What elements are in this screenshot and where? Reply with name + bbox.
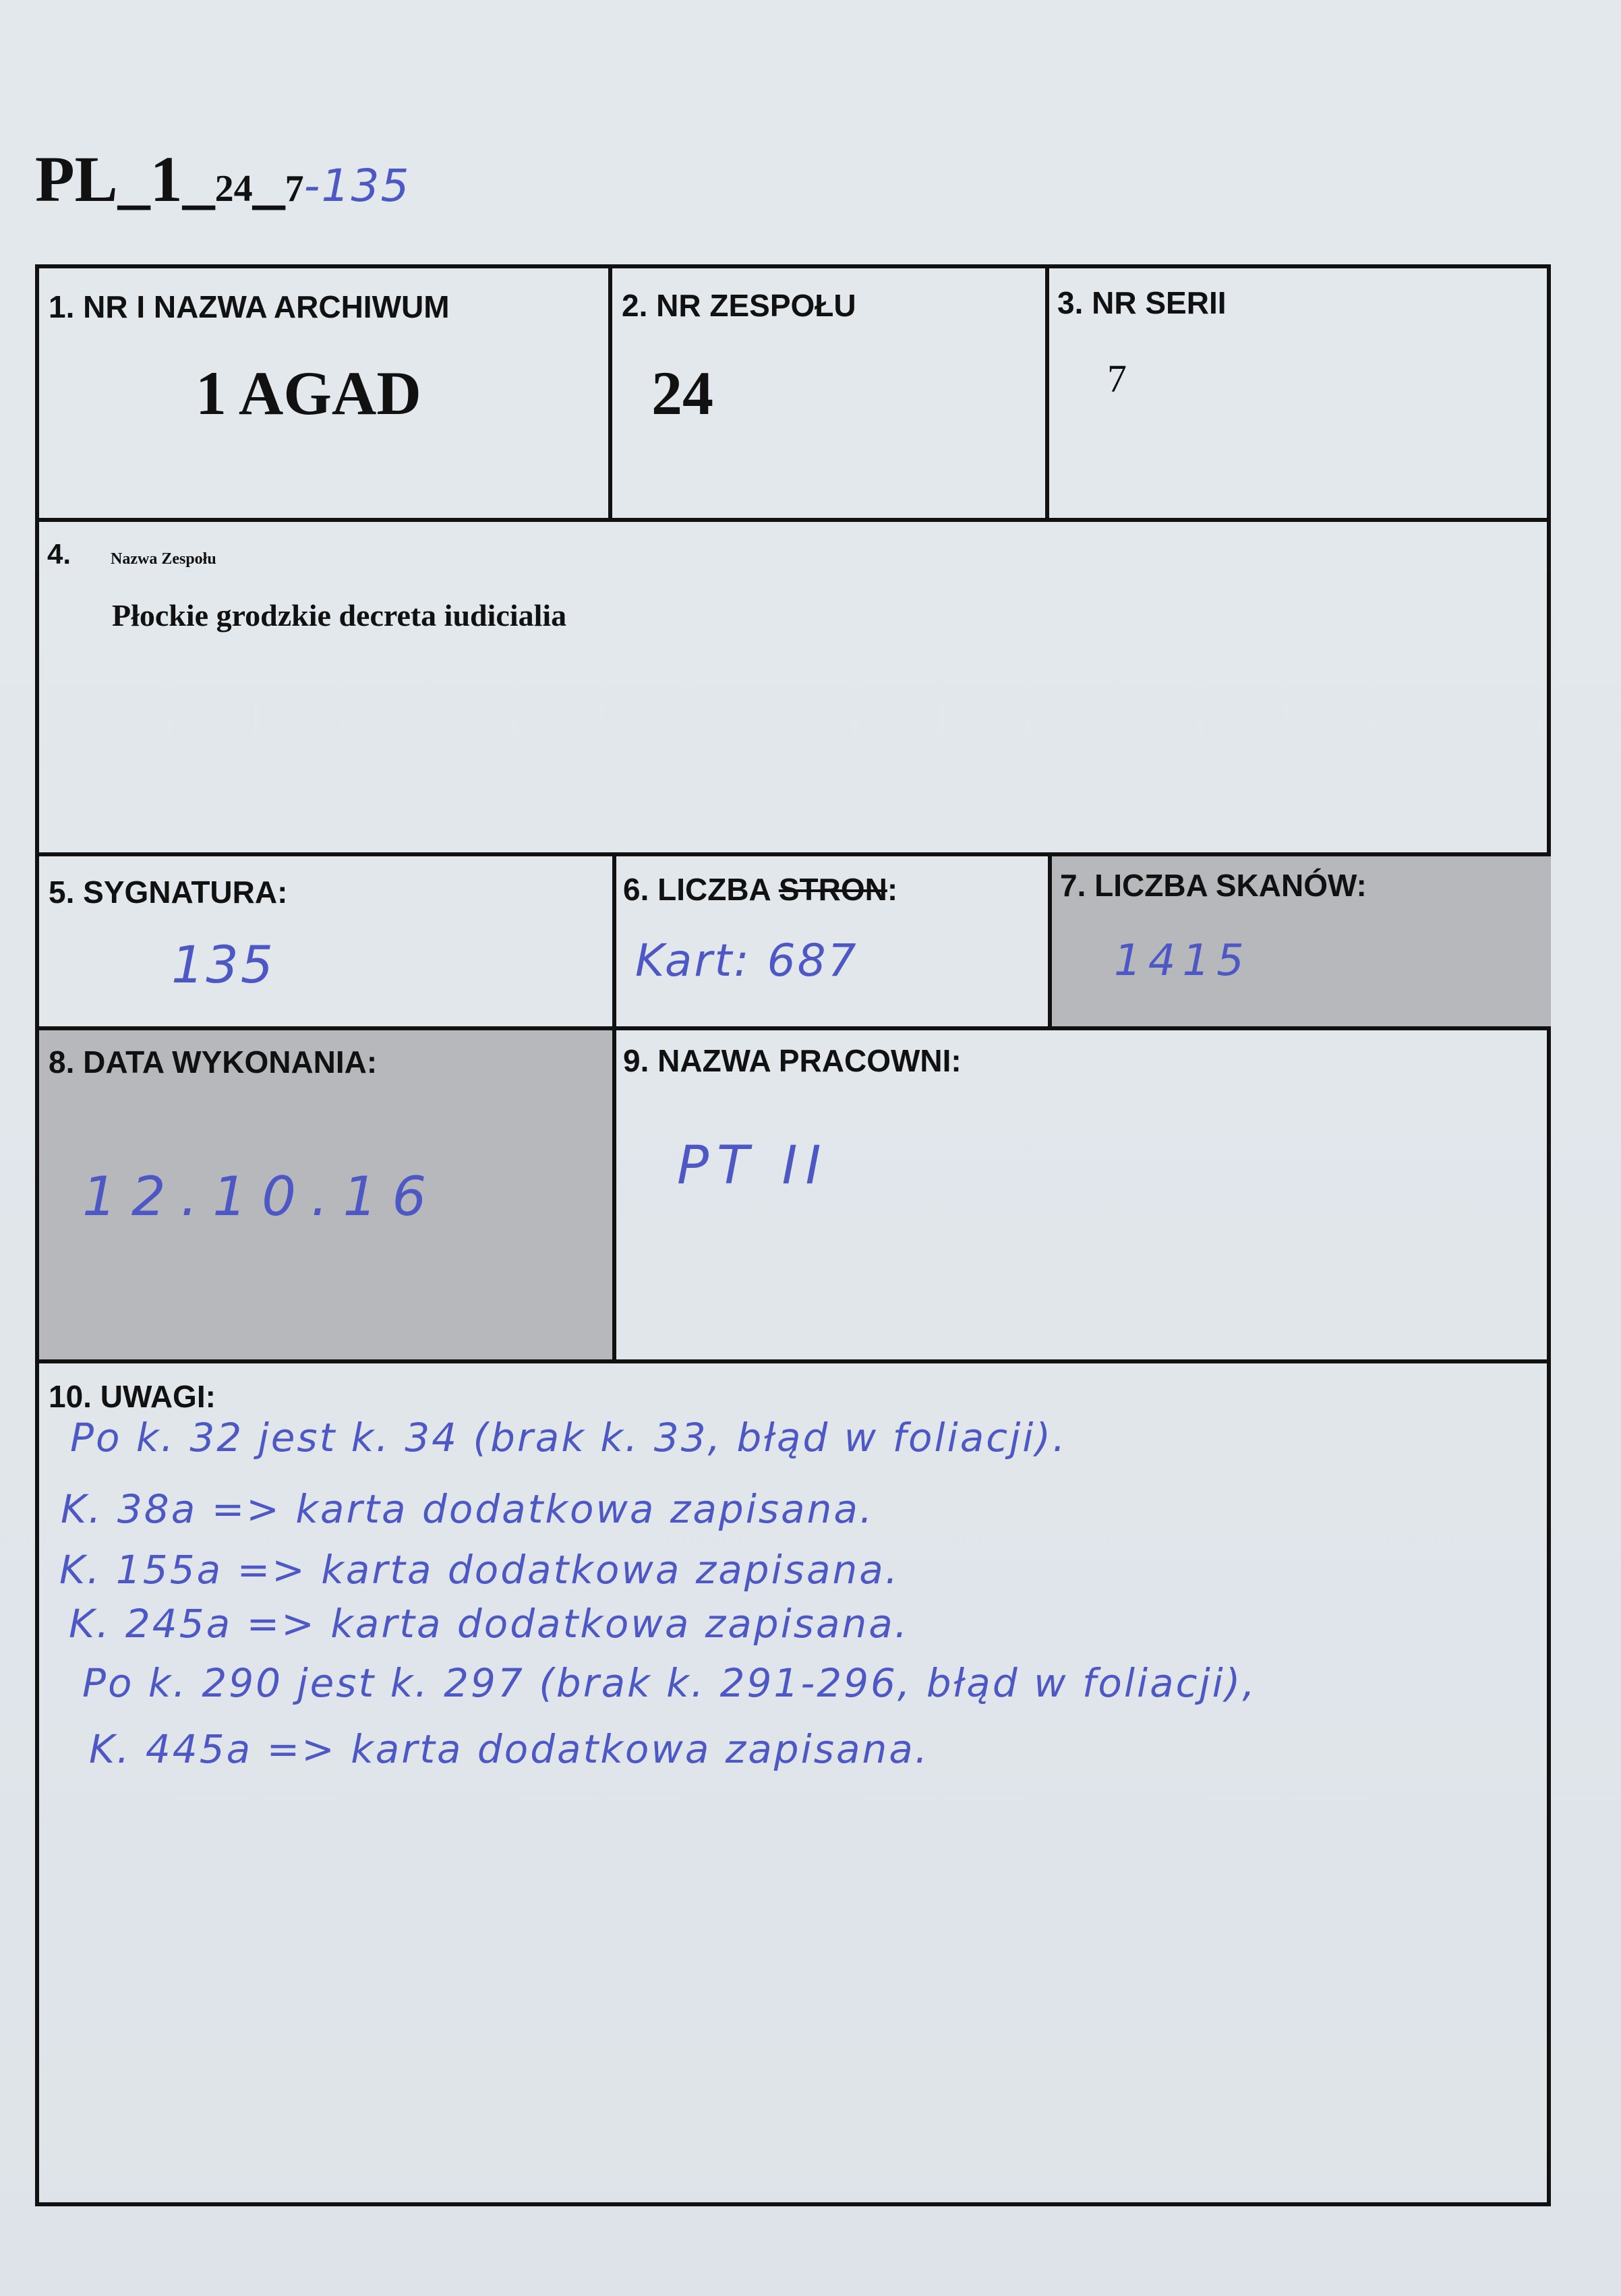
box7-label: 7. LICZBA SKANÓW:	[1060, 868, 1367, 903]
header-handwritten-signature-number: -135	[303, 160, 411, 212]
col-divider-row1-a	[608, 268, 612, 518]
box9-label: 9. NAZWA PRACOWNI:	[623, 1043, 962, 1078]
col-divider-row1-b	[1045, 268, 1049, 518]
box8-label: 8. DATA WYKONANIA:	[49, 1044, 378, 1080]
header-fond: 24	[214, 168, 253, 210]
note-line: K. 155a => karta dodatkowa zapisana.	[59, 1547, 900, 1593]
box7-scan-count-value: 1415	[1114, 936, 1251, 986]
col-divider-row4	[612, 1030, 616, 1359]
box5-label: 5. SYGNATURA:	[49, 875, 288, 910]
metadata-form	[35, 264, 1551, 2206]
note-line: K. 38a => karta dodatkowa zapisana.	[61, 1486, 875, 1532]
col-divider-row3-a	[612, 856, 616, 1026]
box1-archive-value: 1 AGAD	[196, 359, 421, 428]
box6-label-suffix: :	[887, 872, 898, 907]
note-line: Po k. 32 jest k. 34 (brak k. 33, błąd w foliacji).	[70, 1415, 1067, 1461]
box9-workshop-value: PT II	[677, 1136, 829, 1196]
header-separator: _	[252, 143, 285, 215]
header-series: 7	[285, 168, 304, 210]
note-line: Po k. 290 jest k. 297 (brak k. 291-296, błąd w foliacji),	[82, 1660, 1257, 1706]
box2-label: 2. NR ZESPOŁU	[622, 288, 856, 323]
document-id-header	[35, 142, 410, 216]
row-divider-2	[39, 852, 1548, 856]
row-divider-4	[39, 1359, 1548, 1363]
box10-label: 10. UWAGI:	[49, 1379, 216, 1414]
box6-label	[623, 871, 897, 908]
row-divider-3	[39, 1026, 1548, 1030]
note-line: K. 445a => karta dodatkowa zapisana.	[89, 1726, 930, 1772]
box3-label: 3. NR SERII	[1057, 285, 1227, 320]
col-divider-row3-b	[1048, 856, 1052, 1026]
box5-signature-value: 135	[171, 935, 276, 995]
box2-fond-value: 24	[651, 359, 713, 428]
box3-series-value: 7	[1107, 357, 1127, 401]
box6-page-count-value: Kart: 687	[635, 935, 858, 987]
row-divider-1	[39, 518, 1548, 522]
box4-fond-name: Płockie grodzkie decreta iudicialia	[112, 598, 567, 632]
box8-date-value: 12.10.16	[82, 1165, 442, 1228]
box4-sublabel: Nazwa Zespołu	[111, 550, 216, 568]
note-line: K. 245a => karta dodatkowa zapisana.	[69, 1601, 910, 1647]
box4-number: 4.	[47, 538, 71, 570]
box1-label: 1. NR I NAZWA ARCHIWUM	[49, 289, 450, 324]
header-prefix: PL_1_	[35, 143, 215, 215]
box6-label-prefix: 6. LICZBA	[623, 872, 779, 907]
box6-label-struck-word: STRON	[778, 872, 887, 907]
